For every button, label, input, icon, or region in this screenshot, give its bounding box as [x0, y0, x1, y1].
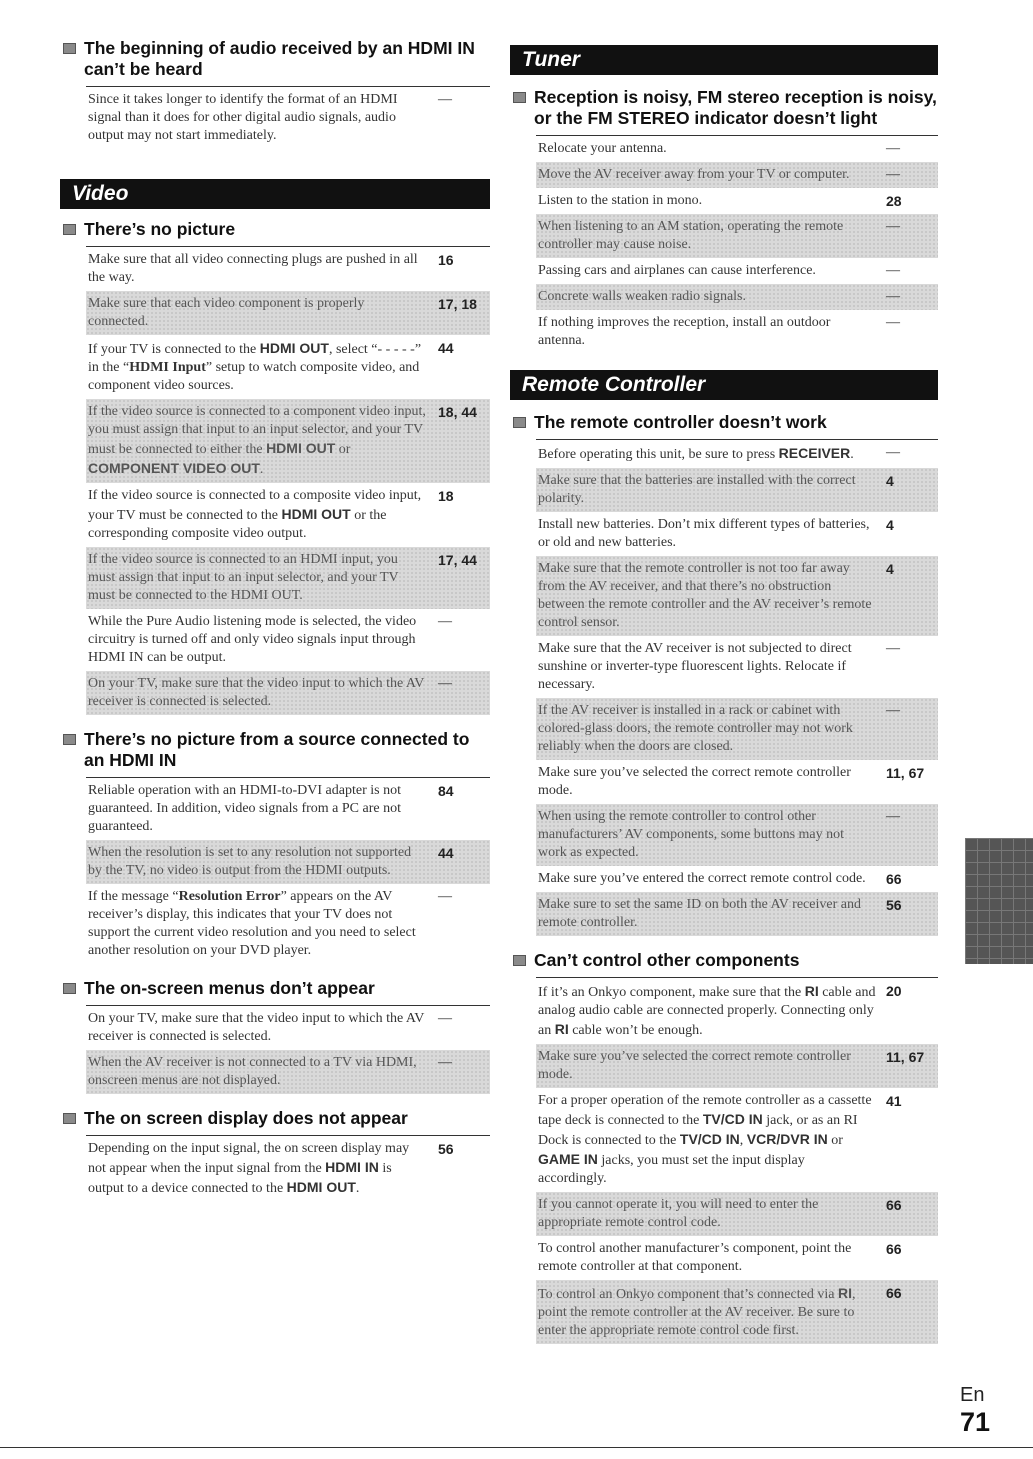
section-heading: The on-screen menus don’t appear [60, 978, 490, 999]
square-bullet-icon [63, 983, 76, 994]
troubleshoot-table [86, 777, 490, 964]
table-row: If the AV receiver is installed in a rack or cabinet with colored-glass doors, the remote controller may not work reliably when the doors are closed. — [536, 698, 938, 760]
section-onscreen-menus [60, 978, 490, 1094]
table-row: When the resolution is set to any resolution not supported by the TV, no video is output from the HDMI outputs. 44 [86, 840, 490, 884]
square-bullet-icon [63, 224, 76, 235]
table-row: If the video source is connected to a component video input, you must assign that input to an input selector, and your TV must be connected to either the HDMI OUT or COMPONENT VIDEO OUT. 18, 44 [86, 399, 490, 483]
square-bullet-icon [513, 92, 526, 103]
section-cant-control [510, 950, 938, 1344]
table-row: Make sure that each video component is properly connected. 17, 18 [86, 291, 490, 335]
troubleshoot-table [536, 135, 938, 354]
left-column [60, 38, 490, 1216]
page-number-block [960, 1384, 990, 1438]
table-row: If it’s an Onkyo component, make sure that the RI cable and analog audio cable are connected properly. Connecting only an RI cable won’t be enough. 20 [538, 983, 902, 1038]
table-row: Make sure you’ve selected the correct remote controller mode. 11, 67 [538, 765, 925, 798]
section-heading: The on screen display does not appear [60, 1108, 490, 1129]
table-row: Move the AV receiver away from your TV or computer. — [536, 162, 938, 188]
table-row: Make sure that all video connecting plugs are pushed in all the way. 16 [88, 252, 454, 285]
table-row: Relocate your antenna. — [538, 141, 900, 156]
table-row: Listen to the station in mono. 28 [538, 193, 902, 209]
section-no-picture-hdmi [60, 729, 490, 964]
section-no-picture [60, 219, 490, 715]
table-row: Concrete walls weaken radio signals. — [536, 284, 938, 310]
table-row: If the video source is connected to a composite video input, your TV must be connected to the HDMI OUT or the corresponding composite video output. 18 [88, 488, 454, 541]
banner-tuner: Tuner [510, 45, 938, 75]
table-row: Make sure you’ve entered the correct remote control code. 66 [538, 871, 902, 887]
section-heading: Can’t control other components [510, 950, 938, 971]
section-heading: The beginning of audio received by an HDMI IN can’t be heard [60, 38, 490, 80]
table-row: Install new batteries. Don’t mix different types of batteries, or old and new batteries. 4 [538, 517, 894, 550]
banner-video: Video [60, 179, 490, 209]
bottom-rule [0, 1447, 1033, 1448]
table-row: Make sure to set the same ID on both the AV receiver and remote controller. 56 [536, 892, 938, 936]
troubleshoot-table [86, 86, 490, 149]
troubleshoot-table [536, 977, 938, 1344]
table-row: Reliable operation with an HDMI-to-DVI adapter is not guaranteed. In addition, video signals from a PC are not guaranteed. 84 [88, 783, 454, 834]
chapter-tab-marker [965, 838, 1033, 964]
troubleshoot-table [86, 1005, 490, 1094]
table-row: If the message “Resolution Error” appears on the AV receiver’s display, this indicates that your TV does not support the current video resolution and you need to select another resolution on your DVD player. — [88, 889, 452, 958]
table-row: Passing cars and airplanes can cause interference. — [538, 263, 900, 278]
table-row: If your TV is connected to the HDMI OUT, select “- - - - -” in the “HDMI Input” setup to watch composite video, and component video sources. 44 [88, 340, 454, 393]
square-bullet-icon [513, 417, 526, 428]
table-row: If the video source is connected to an HDMI input, you must assign that input to an input selector, and your TV must be connected to the HDMI OUT. 17, 44 [86, 547, 490, 609]
table-row: When listening to an AM station, operating the remote controller may cause noise. — [536, 214, 938, 258]
table-row: Make sure that the batteries are installed with the correct polarity. 4 [536, 468, 938, 512]
table-row: Before operating this unit, be sure to press RECEIVER. — [538, 445, 900, 462]
table-row: While the Pure Audio listening mode is selected, the video circuitry is turned off and only video signals input through HDMI IN can be output. — [88, 614, 452, 665]
section-onscreen-display [60, 1108, 490, 1202]
section-hdmi-audio [60, 38, 490, 149]
table-row: Make sure that the AV receiver is not subjected to direct sunshine or inverter-type fluorescent lights. Relocate if necessary. — [538, 641, 900, 692]
table-row: Since it takes longer to identify the format of an HDMI signal than it does for other digital audio signals, audio output may not start immediately. — [88, 92, 452, 143]
square-bullet-icon [63, 43, 76, 54]
table-row: On your TV, make sure that the video input to which the AV receiver is connected is selected. — [86, 671, 490, 715]
troubleshoot-table [86, 246, 490, 715]
table-row: When using the remote controller to control other manufacturers’ AV components, some buttons may not work as expected. — [536, 804, 938, 866]
square-bullet-icon [513, 955, 526, 966]
troubleshoot-table [86, 1135, 490, 1202]
table-row: For a proper operation of the remote controller as a cassette tape deck is connected to the TV/CD IN jack, or as an RI Dock is connected to the TV/CD IN, VCR/DVR IN or GAME IN jacks, you must set the input display accordingly. 41 [538, 1093, 902, 1186]
table-row: To control another manufacturer’s component, point the remote controller at that component. 66 [538, 1241, 902, 1274]
section-heading: The remote controller doesn’t work [510, 412, 938, 433]
section-remote-not-work [510, 412, 938, 936]
table-row: If you cannot operate it, you will need to enter the appropriate remote control code. 66 [536, 1192, 938, 1236]
troubleshoot-table [536, 439, 938, 936]
table-row: Make sure that the remote controller is not too far away from the AV receiver, and that there’s no obstruction between the remote controller and the AV receiver’s remote control sensor. 4 [536, 556, 938, 636]
table-row: When the AV receiver is not connected to a TV via HDMI, onscreen menus are not displayed. — [86, 1050, 490, 1094]
section-heading: There’s no picture [60, 219, 490, 240]
table-row: To control an Onkyo component that’s connected via RI, point the remote controller at the AV receiver. Be sure to enter the appropriate remote control code first. 66 [536, 1280, 938, 1344]
language-label: En [960, 1384, 985, 1406]
table-row: If nothing improves the reception, install an outdoor antenna. — [538, 315, 900, 348]
right-column [510, 45, 938, 1358]
table-row: Depending on the input signal, the on screen display may not appear when the input signal from the HDMI IN is output to a device connected to the HDMI OUT. 56 [88, 1141, 454, 1196]
page-number: 71 [960, 1407, 991, 1437]
banner-remote-controller: Remote Controller [510, 370, 938, 400]
table-row: Make sure you’ve selected the correct remote controller mode. 11, 67 [536, 1044, 938, 1088]
square-bullet-icon [63, 734, 76, 745]
section-heading: Reception is noisy, FM stereo reception is noisy, or the FM STEREO indicator doesn’t light [510, 87, 938, 129]
square-bullet-icon [63, 1113, 76, 1124]
section-heading: There’s no picture from a source connected to an HDMI IN [60, 729, 490, 771]
table-row: On your TV, make sure that the video input to which the AV receiver is connected is selected. — [88, 1011, 452, 1044]
section-reception-noisy [510, 87, 938, 354]
